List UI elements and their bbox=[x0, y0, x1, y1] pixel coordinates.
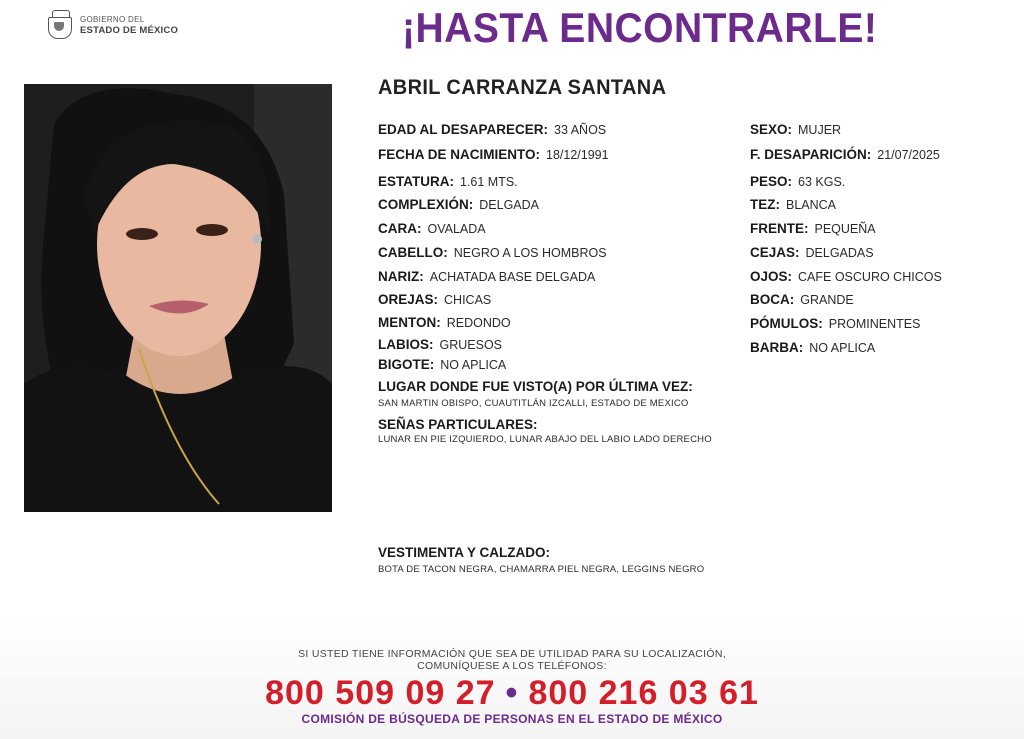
field-ojos: OJOS: CAFE OSCURO CHICOS bbox=[750, 269, 942, 284]
last-seen-value: SAN MARTIN OBISPO, CUAUTITLÁN IZCALLI, ESTADO DE MEXICO bbox=[378, 398, 689, 409]
state-seal-icon bbox=[46, 10, 74, 40]
field-cara: CARA: OVALADA bbox=[378, 221, 486, 236]
clothing-label: VESTIMENTA Y CALZADO: bbox=[378, 545, 551, 560]
field-nariz: NARIZ: ACHATADA BASE DELGADA bbox=[378, 269, 596, 284]
field-estatura: ESTATURA: 1.61 MTS. bbox=[378, 174, 518, 189]
commission-name: COMISIÓN DE BÚSQUEDA DE PERSONAS EN EL ESTADO DE MÉXICO bbox=[301, 712, 723, 726]
field-cejas: CEJAS: DELGADAS bbox=[750, 245, 874, 260]
field-fecha-nacimiento: FECHA DE NACIMIENTO: 18/12/1991 bbox=[378, 147, 609, 162]
field-tez: TEZ: BLANCA bbox=[750, 197, 837, 212]
field-pomulos: PÓMULOS: PROMINENTES bbox=[750, 316, 921, 331]
field-fecha-desaparicion: F. DESAPARICIÓN: 21/07/2025 bbox=[750, 147, 940, 162]
headline: ¡HASTA ENCONTRARLE! bbox=[402, 4, 878, 51]
field-cabello: CABELLO: NEGRO A LOS HOMBROS bbox=[378, 245, 607, 260]
government-logo bbox=[46, 10, 178, 40]
field-boca: BOCA: GRANDE bbox=[750, 292, 854, 307]
logo-line-1: GOBIERNO DEL bbox=[80, 15, 145, 24]
marks-value: LUNAR EN PIE IZQUIERDO, LUNAR ABAJO DEL LABIO LADO DERECHO bbox=[378, 434, 712, 445]
field-frente: FRENTE: PEQUEÑA bbox=[750, 221, 876, 236]
field-orejas: OREJAS: CHICAS bbox=[378, 292, 492, 307]
field-labios: LABIOS: GRUESOS bbox=[378, 337, 503, 352]
field-bigote: BIGOTE: NO APLICA bbox=[378, 357, 507, 372]
phone-numbers bbox=[0, 674, 1024, 713]
field-complexion: COMPLEXIÓN: DELGADA bbox=[378, 197, 540, 212]
phone-2[interactable]: 800 216 03 61 bbox=[528, 674, 759, 712]
field-barba: BARBA: NO APLICA bbox=[750, 340, 876, 355]
person-photo bbox=[24, 84, 332, 512]
logo-line-2: ESTADO DE MÉXICO bbox=[80, 25, 179, 36]
clothing-value: BOTA DE TACON NEGRA, CHAMARRA PIEL NEGRA, LEGGINS NEGRO bbox=[378, 564, 705, 575]
photo-illustration bbox=[24, 84, 332, 512]
field-sexo: SEXO: MUJER bbox=[750, 122, 842, 137]
info-line-2: COMUNÍQUESE A LOS TELÉFONOS: bbox=[417, 660, 607, 672]
phone-separator: • bbox=[505, 674, 519, 712]
person-name: ABRIL CARRANZA SANTANA bbox=[378, 76, 667, 99]
field-peso: PESO: 63 KGS. bbox=[750, 174, 846, 189]
phone-1[interactable]: 800 509 09 27 bbox=[265, 674, 496, 712]
field-menton: MENTON: REDONDO bbox=[378, 315, 511, 330]
marks-label: SEÑAS PARTICULARES: bbox=[378, 417, 538, 432]
last-seen-label: LUGAR DONDE FUE VISTO(A) POR ÚLTIMA VEZ: bbox=[378, 379, 693, 394]
info-line-1: SI USTED TIENE INFORMACIÓN QUE SEA DE UTILIDAD PARA SU LOCALIZACIÓN, bbox=[298, 648, 726, 660]
field-edad: EDAD AL DESAPARECER: 33 AÑOS bbox=[378, 122, 607, 137]
